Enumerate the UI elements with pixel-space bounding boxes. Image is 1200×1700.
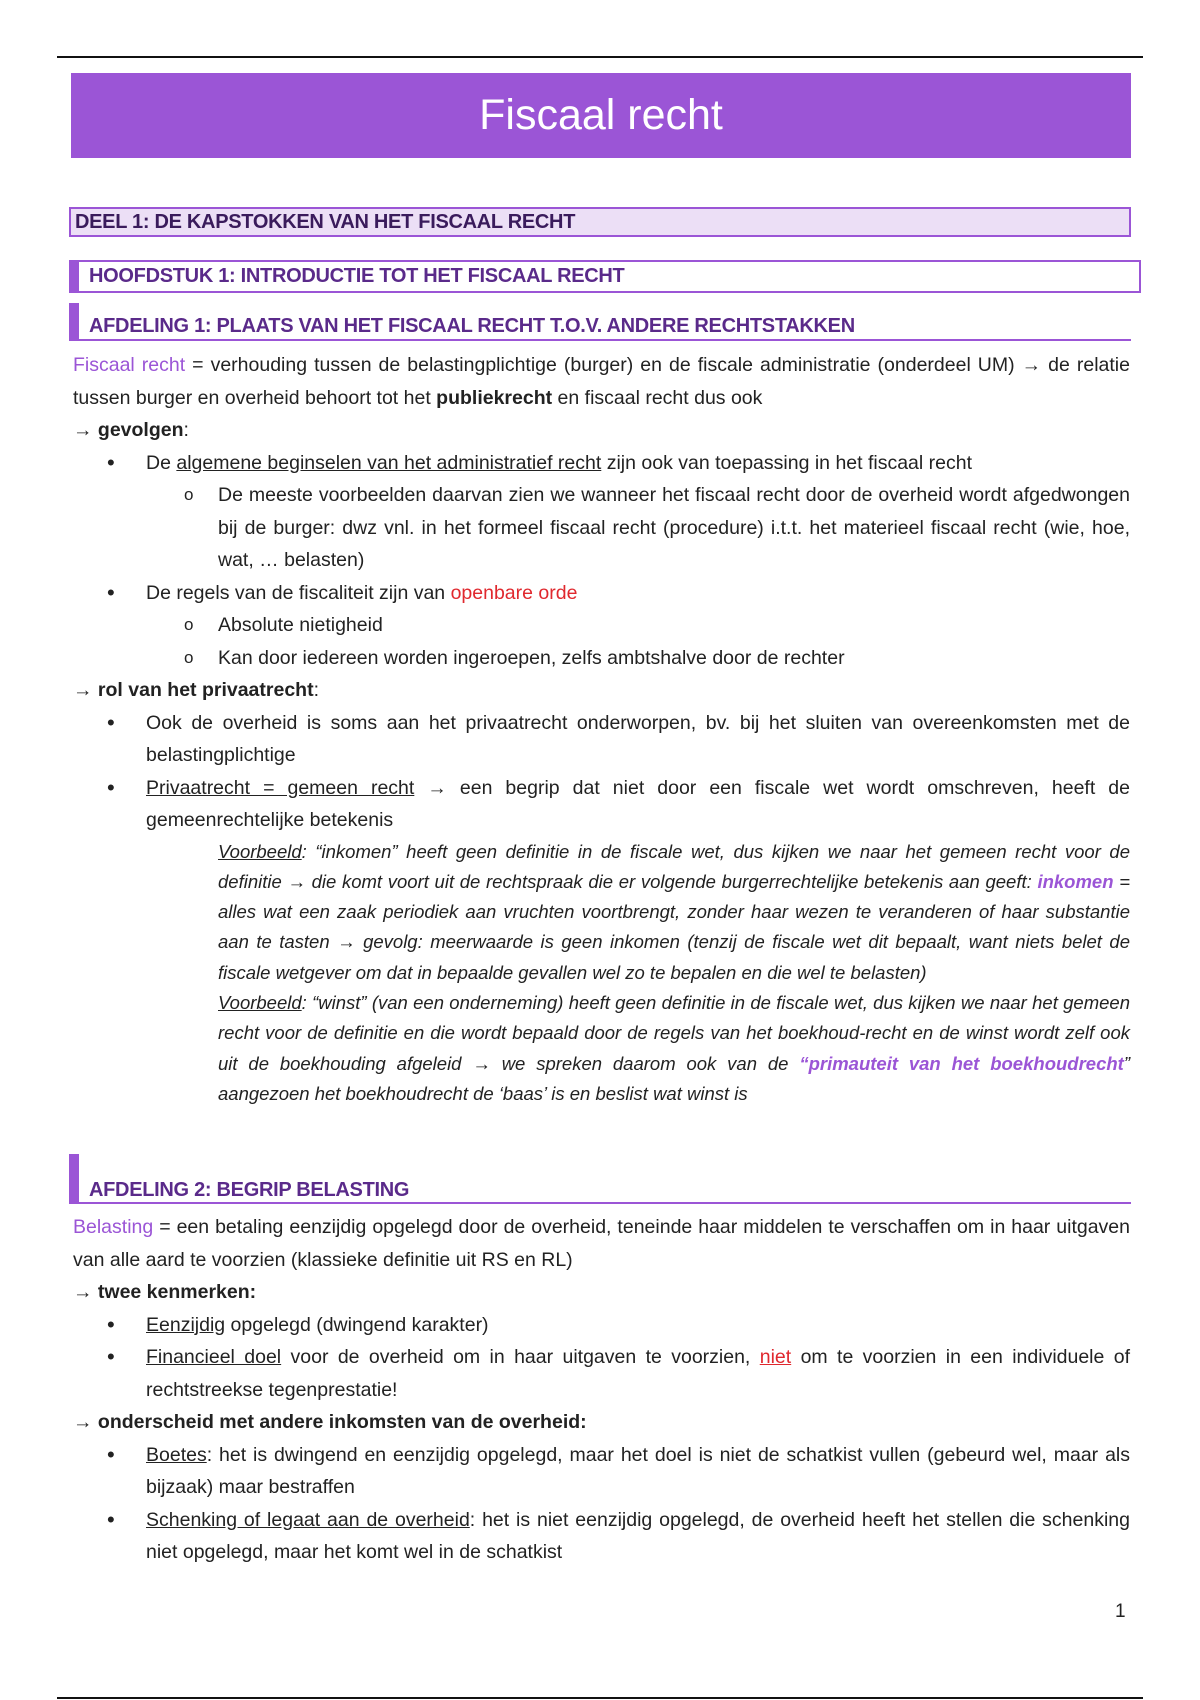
text: : het is niet eenzijdig opgelegd, de overheid heeft het stellen die schenking niet opgelegd, maar het komt wel in de schatkist: [146, 1508, 1130, 1563]
list-item: [73, 1504, 1130, 1569]
text: De regels van de fiscaliteit zijn van: [146, 581, 451, 604]
text: : “inkomen” heeft geen definitie in de fiscale wet, dus kijken we naar het gemeen recht voor de definitie → die komt voort uit de rechtspraak die er volgende burgerrechtelijke betekenis aan geeft:: [218, 840, 1130, 892]
sub-list-item: o Kan door iedereen worden ingeroepen, zelfs ambtshalve door de rechter: [73, 642, 1130, 675]
example-inkomen: [73, 837, 1130, 988]
term-openbare-orde: openbare orde: [450, 581, 578, 604]
sub-list-item: o De meeste voorbeelden daarvan zien we wanneer het fiscaal recht door de overheid wordt afgedwongen bij de burger: dwz vnl. in het formeel fiscaal recht (procedure) i.t.t. het materieel fiscaal recht (wie, hoe, wat, … belasten): [73, 479, 1130, 577]
definition-text: = een betaling eenzijdig opgelegd door de overheid, teneinde haar middelen te verschaffen om in haar uitgaven van alle aard te voorzien (klassieke definitie uit RS en RL): [73, 1216, 1130, 1271]
example-label: Voorbeeld: [218, 991, 302, 1013]
sub-list-item: o Absolute nietigheid: [73, 609, 1130, 642]
gevolgen-label: gevolgen: [97, 419, 184, 441]
text: opgelegd (dwingend karakter): [225, 1313, 489, 1336]
example-winst: [73, 988, 1130, 1109]
text: voor de overheid om in haar uitgaven te voorzien,: [281, 1346, 760, 1368]
onderscheid-heading: [73, 1406, 1130, 1439]
rol-label: rol van het privaatrecht: [97, 679, 314, 701]
kenmerken-list: [73, 1309, 1130, 1407]
onderscheid-label: → onderscheid met andere inkomsten van de overheid:: [73, 1411, 587, 1433]
rol-heading: [73, 674, 1130, 707]
term-fiscaal-recht: Fiscaal recht: [73, 354, 186, 376]
underlined-term: algemene beginselen van het administratief recht: [176, 451, 602, 474]
list-item: [73, 1341, 1130, 1406]
text: zijn ook van toepassing in het fiscaal recht: [601, 451, 973, 474]
underlined-term: Schenking of legaat aan de overheid: [146, 1508, 470, 1531]
list-item: [73, 447, 1130, 480]
list-item: [73, 577, 1130, 610]
kenmerken-heading: [73, 1276, 1130, 1309]
list-item: [73, 772, 1130, 837]
part-heading: DEEL 1: DE KAPSTOKKEN VAN HET FISCAAL RECHT: [69, 207, 1131, 237]
page-number: 1: [1115, 1601, 1126, 1622]
list-item: • Ook de overheid is soms aan het privaatrecht onderworpen, bv. bij het sluiten van overeenkomsten met de belastingplichtige: [73, 707, 1130, 772]
definition-tail: en fiscaal recht dus ook: [552, 386, 763, 409]
kenmerken-label: → twee kenmerken:: [73, 1281, 257, 1303]
definition-belasting: [73, 1211, 1130, 1276]
chapter-heading: HOOFDSTUK 1: INTRODUCTIE TOT HET FISCAAL RECHT: [69, 260, 1141, 293]
term-inkomen: inkomen: [1037, 870, 1114, 892]
text: ” aangezoen het boekhoudrecht de ‘baas’ is en beslist wat winst is: [218, 1052, 1130, 1104]
page-title: Fiscaal recht: [71, 73, 1131, 158]
term-publiekrecht: publiekrecht: [436, 386, 553, 409]
arrow: →: [73, 679, 98, 701]
term-niet: niet: [759, 1346, 792, 1368]
colon: :: [313, 679, 319, 701]
term-primauteit: “primauteit van het boekhoudrecht: [799, 1052, 1124, 1074]
arrow: →: [73, 419, 98, 441]
gevolgen-list: [73, 447, 1130, 675]
section-heading-2: AFDELING 2: BEGRIP BELASTING: [69, 1154, 1131, 1204]
text: : “winst” (van een onderneming) heeft geen definitie in de fiscale wet, dus kijken we naar het gemeen recht voor de definitie en die wordt bepaald door de regels van het boekhoud-recht en de winst wordt zelf ook uit de boekhouding afgeleid → we spreken daarom ook van de: [218, 991, 1130, 1074]
text: : het is dwingend en eenzijdig opgelegd, maar het doel is niet de schatkist vullen (gebeurd wel, maar als bijzaak) maar bestraffen: [146, 1443, 1130, 1498]
example-label: Voorbeeld: [218, 840, 302, 862]
text: om te voorzien in een individuele of rechtstreekse tegenprestatie!: [146, 1346, 1131, 1401]
rol-list: [73, 707, 1130, 837]
underlined-term: Eenzijdig: [146, 1313, 226, 1336]
list-item: [73, 1439, 1130, 1504]
underlined-term: Boetes: [146, 1443, 207, 1466]
section-heading-1: AFDELING 1: PLAATS VAN HET FISCAAL RECHT T.O.V. ANDERE RECHTSTAKKEN: [69, 303, 1131, 341]
onderscheid-list: [73, 1439, 1130, 1569]
definition-text: = verhouding tussen de belastingplichtige (burger) en de fiscale administratie (onderdeel UM) → de relatie tussen burger en overheid behoort tot het: [73, 354, 1130, 409]
colon: :: [183, 419, 189, 441]
section-1-body: [73, 349, 1130, 1109]
bottom-rule: [57, 1697, 1143, 1699]
gevolgen-heading: [73, 414, 1130, 447]
underlined-term: Financieel doel: [146, 1346, 282, 1368]
text: De: [146, 451, 177, 474]
text: → een begrip dat niet door een fiscale wet wordt omschreven, heeft de gemeenrechtelijke betekenis: [146, 776, 1130, 831]
section-2-body: [73, 1211, 1130, 1569]
text: = alles wat een zaak periodiek aan vruchten voortbrengt, zonder haar wezen te veranderen of haar substantie aan te tasten → gevolg: meerwaarde is geen inkomen (tenzij de fiscale wet dit bepaalt, want niets belet de fiscale wetgever om dat in bepaalde gevallen wel zo te bepalen en die wel te belasten): [218, 870, 1130, 983]
top-rule: [57, 56, 1143, 58]
list-item: [73, 1309, 1130, 1342]
term-belasting: Belasting: [73, 1216, 154, 1238]
definition-fiscaal-recht: [73, 349, 1130, 414]
underlined-term: Privaatrecht = gemeen recht: [146, 776, 415, 799]
